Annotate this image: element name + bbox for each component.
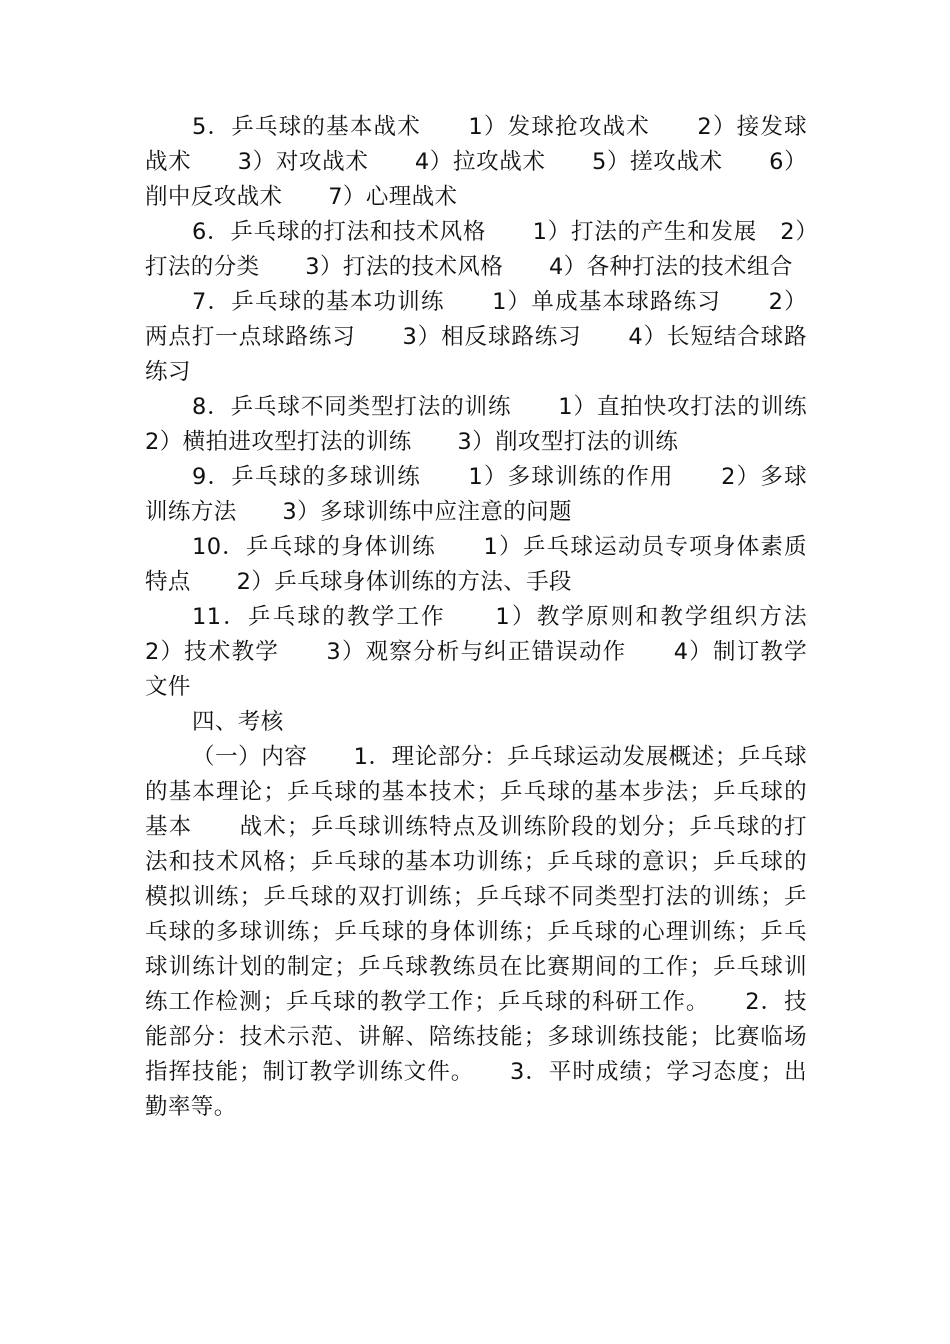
paragraph-style-training: 8．乒乓球不同类型打法的训练 1）直拍快攻打法的训练 2）横拍进攻型打法的训练 3）削攻型打法的训练 — [145, 394, 830, 455]
paragraph-playing-styles: 6．乒乓球的打法和技术风格 1）打法的产生和发展 2）打法的分类 3）打法的技术风格 4）各种打法的技术组合 — [145, 219, 807, 280]
paragraph-tactics: 5．乒乓球的基本战术 1）发球抢攻战术 2）接发球战术 3）对攻战术 4）拉攻战术 5）搓攻战术 6）削中反攻战术 7）心理战术 — [145, 114, 807, 210]
paragraph-multi-ball-training: 9．乒乓球的多球训练 1）多球训练的作用 2）多球训练方法 3）多球训练中应注意的问题 — [145, 464, 807, 525]
paragraph-assessment-content: （一）内容 1．理论部分：乒乓球运动发展概述；乒乓球的基本理论；乒乓球的基本技术；乒乓球的基本步法；乒乓球的基本 战术；乒乓球训练特点及训练阶段的划分；乒乓球的打法和技术风格；乒乓球的基本功训练；乒乓球的意识；乒乓球的模拟训练；乒乓球的双打训练；乒乓球不同类型打法的训练；乒乓球的多球训练；乒乓球的身体训练；乒乓球的心理训练；乒乓球训练计划的制定；乒乓球教练员在比赛期间的工作；乒乓球训练工作检测；乒乓球的教学工作；乒乓球的科研工作。 2．技能部分：技术示范、讲解、陪练技能；多球训练技能；比赛临场指挥技能；制订教学训练文件。 3．平时成绩；学习态度；出勤率等。 — [145, 744, 807, 1120]
paragraph-physical-training: 10．乒乓球的身体训练 1）乒乓球运动员专项身体素质特点 2）乒乓球身体训练的方法、手段 — [145, 534, 807, 595]
paragraph-teaching-work: 11．乒乓球的教学工作 1）教学原则和教学组织方法 2）技术教学 3）观察分析与纠正错误动作 4）制订教学文件 — [145, 604, 830, 700]
section-heading-assessment: 四、考核 — [192, 709, 284, 735]
paragraph-fundamental-training: 7．乒乓球的基本功训练 1）单成基本球路练习 2）两点打一点球路练习 3）相反球路练习 4）长短结合球路练习 — [145, 289, 807, 385]
document-body — [145, 110, 830, 1125]
